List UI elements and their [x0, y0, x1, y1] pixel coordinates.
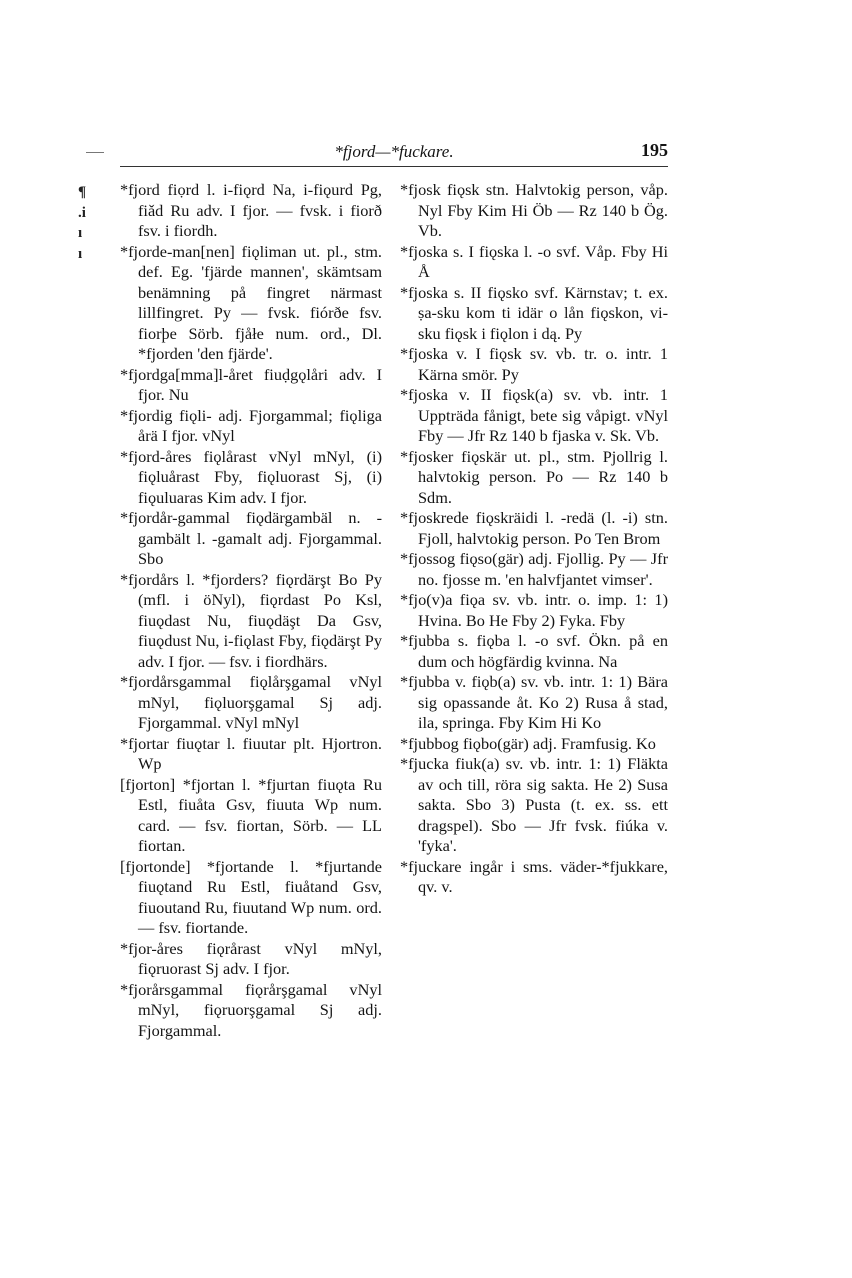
dictionary-entry: [fjorton] *fjortan l. *fjurtan fiuǫta Ru Estl, fiuåta Gsv, fiuuta Wp num. card. — fsv. fiortan, Sörb. — LL fiortan.: [120, 774, 382, 855]
dictionary-entry: *fjord-åres fiǫlårast vNyl mNyl, (i) fiǫluårast Fby, fiǫluorast Sj, (i) fiǫuluaras Kim adv. I fjor.: [120, 446, 382, 507]
dictionary-entry: *fjordig fiǫli- adj. Fjorgammal; fiǫliga årä I fjor. vNyl: [120, 405, 382, 445]
left-column: [120, 180, 382, 1041]
margin-marks: [78, 182, 98, 264]
page-header: [120, 140, 668, 164]
dictionary-entry: *fjoskrede fiǫskräidi l. -redä (l. -i) stn. Fjoll, halvtokig person. Po Ten Brom: [400, 508, 668, 548]
dictionary-entry: *fjor-åres fiǫrårast vNyl mNyl, fiǫruorast Sj adv. I fjor.: [120, 938, 382, 978]
dictionary-entry: *fjosk fiǫsk stn. Halvtokig person, våp. Nyl Fby Kim Hi Öb — Rz 140 b Ög. Vb.: [400, 180, 668, 240]
dictionary-entry: *fjord fiọrd l. i-fiǫrd Na, i-fiǫurd Pg, fiǎd Ru adv. I fjor. — fvsk. i fiorð fsv. i fiordh.: [120, 180, 382, 240]
right-column: [400, 180, 668, 898]
dictionary-entry: *fjoska s. I fiǫska l. -o svf. Våp. Fby Hi Å: [400, 241, 668, 281]
margin-mark: ¶: [78, 184, 87, 200]
dictionary-entry: *fjorde-man[nen] fiǫliman ut. pl., stm. def. Eg. 'fjärde mannen', skämtsam benämning på fingret närmast lillfingret. Py — fvsk. fiórðe fsv. fiorþe Sörb. fjåłe num. ord., Dl. *fjorden 'den fjärde'.: [120, 241, 382, 363]
dictionary-entry: *fjossog fiǫso(gär) adj. Fjollig. Py — Jfr no. fjosse m. 'en halvfjantet vimser'.: [400, 549, 668, 589]
header-dash: [86, 152, 104, 153]
dictionary-entry: *fjo(v)a fiǫa sv. vb. intr. o. imp. 1: 1) Hvina. Bo He Fby 2) Fyka. Fby: [400, 590, 668, 630]
margin-mark: ı: [78, 245, 83, 262]
running-head: *fjord—*fuckare.: [334, 142, 454, 161]
dictionary-entry: *fjordårs l. *fjorders? fiǫrdärşt Bo Py (mfl. i öNyl), fiǫrdast Po Ksl, fiuǫdast Nu, fiuǫdäşt Da Gsv, fiuǫdust Nu, i-fiǫlast Fby, fiǫdärşt Py adv. I fjor. — fsv. i fiordhärs.: [120, 569, 382, 671]
dictionary-entry: *fjuckare ingår i sms. väder-*fjukkare, qv. v.: [400, 856, 668, 896]
dictionary-entry: *fjortar fiuǫtar l. fiuutar plt. Hjortron. Wp: [120, 733, 382, 773]
dictionary-entry: *fjubbog fiǫbo(gär) adj. Framfusig. Ko: [400, 733, 656, 753]
dictionary-entry: *fjoska s. II fiǫsko svf. Kärnstav; t. ex. ṣa-sku kom ti idär o lån fiǫskon, vi-sku fiǫsk i fiǫlon i dą. Py: [400, 282, 668, 343]
dictionary-entry: [fjortonde] *fjortande l. *fjurtande fiuǫtand Ru Estl, fiuåtand Gsv, fiuoutand Ru, fiuutand Wp num. ord. — fsv. fiortande.: [120, 856, 382, 937]
dictionary-entry: *fjucka fiuk(a) sv. vb. intr. 1: 1) Fläkta av och till, röra sig sakta. He 2) Susa sakta. Sbo 3) Pusta (t. ex. ss. ett dragspel). Sbo — Jfr fvsk. fiúka v. 'fyka'.: [400, 754, 668, 855]
dictionary-entry: *fjordga[mma]l-året fiuḍgǫlåri adv. I fjor. Nu: [120, 364, 382, 404]
dictionary-entry: *fjorårsgammal fiǫrårşgamal vNyl mNyl, fiǫruorşgamal Sj adj. Fjorgammal.: [120, 979, 382, 1040]
dictionary-entry: *fjosker fiǫskär ut. pl., stm. Pjollrig l. halvtokig person. Po — Rz 140 b Sdm.: [400, 446, 668, 507]
dictionary-entry: *fjordår-gammal fiǫdärgambäl n. -gambält l. -gamalt adj. Fjorgammal. Sbo: [120, 508, 382, 568]
dictionary-entry: *fjubba s. fiǫba l. -o svf. Ökn. på en dum och högfärdig kvinna. Na: [400, 631, 668, 671]
header-rule: [120, 166, 668, 167]
dictionary-entry: *fjoska v. II fiǫsk(a) sv. vb. intr. 1 Uppträda fånigt, bete sig våpigt. vNyl Fby — Jfr Rz 140 b fjaska v. Sk. Vb.: [400, 385, 668, 445]
margin-mark: .i: [78, 204, 86, 221]
dictionary-entry: *fjoska v. I fiǫsk sv. vb. tr. o. intr. 1 Kärna smör. Py: [400, 344, 668, 384]
dictionary-entry: *fjubba v. fiǫb(a) sv. vb. intr. 1: 1) Bära sig opassande åt. Ko 2) Rusa å stad, ila, springa. Fby Kim Hi Ko: [400, 672, 668, 732]
margin-mark: ı: [78, 225, 83, 241]
page-number: 195: [641, 140, 668, 160]
dictionary-entry: *fjordårsgammal fiǫlårşgamal vNyl mNyl, fiǫluorşgamal Sj adj. Fjorgammal. vNyl mNyl: [120, 672, 382, 732]
